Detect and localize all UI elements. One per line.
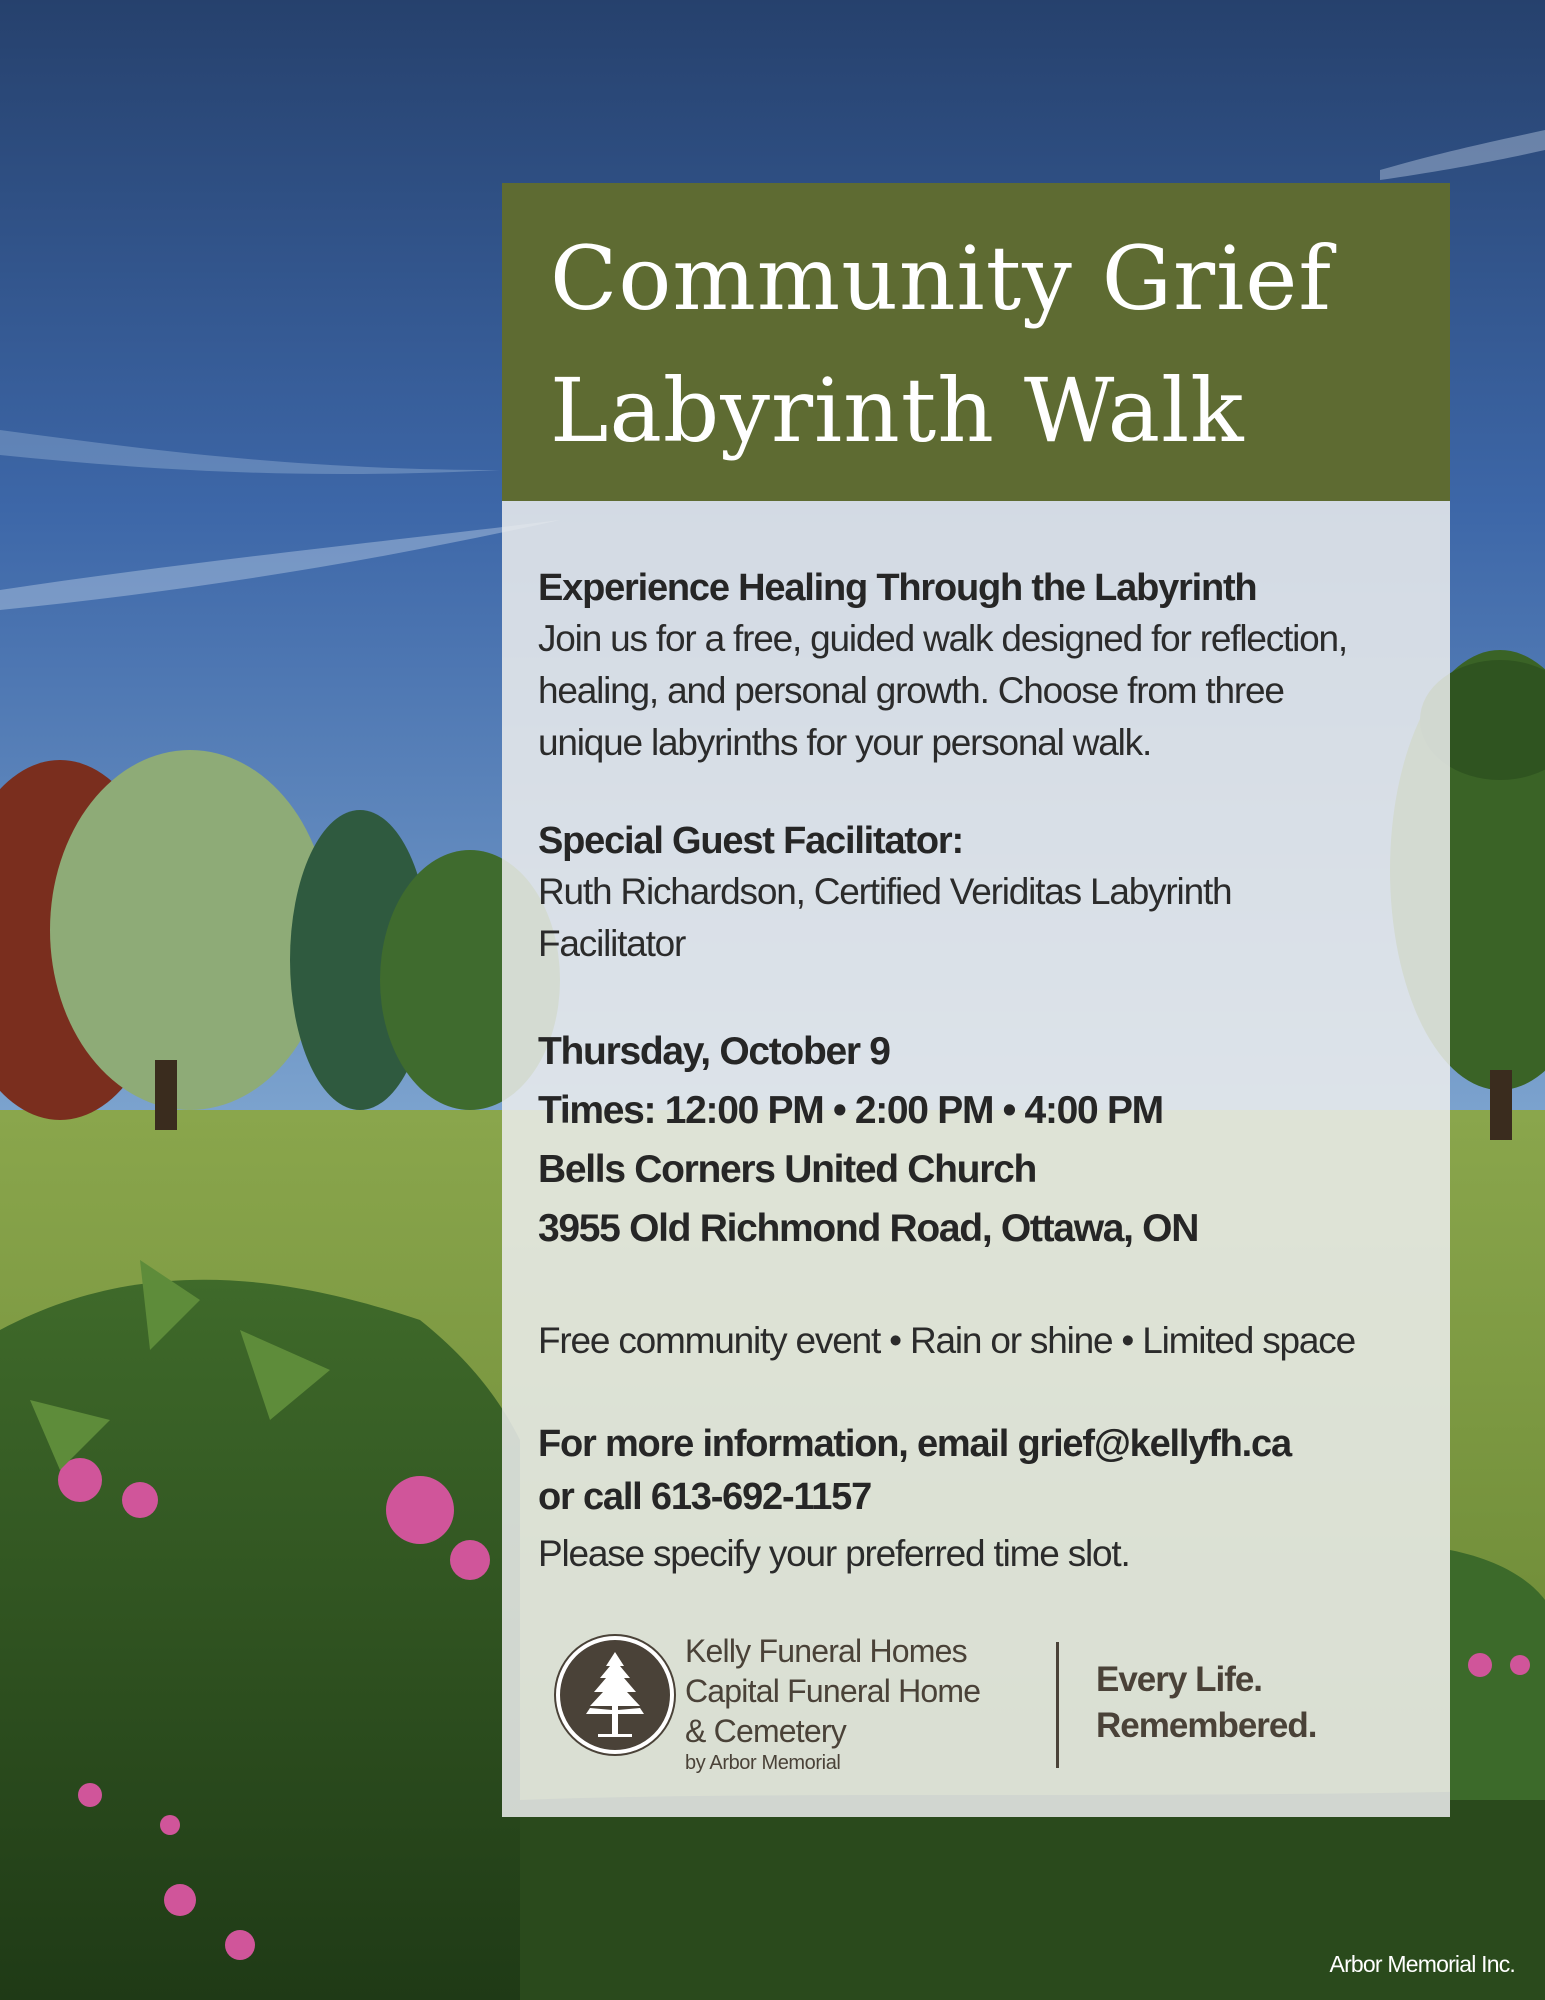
event-date: Thursday, October 9 — [538, 1030, 890, 1073]
intro-line-3: unique labyrinths for your personal walk. — [538, 722, 1152, 763]
tagline — [1096, 1657, 1316, 1749]
title-line-2: Labyrinth Walk — [550, 359, 1245, 462]
funeral-home-logo — [556, 1631, 1416, 1781]
facilitator-section — [538, 816, 1231, 970]
tagline-line-1: Every Life. — [1096, 1660, 1263, 1699]
event-notes: Free community event • Rain or shine • Limited space — [538, 1320, 1355, 1361]
event-info-panel — [502, 501, 1450, 1817]
facilitator-line-1: Ruth Richardson, Certified Veriditas Labyrinth — [538, 871, 1232, 912]
title-line-1: Community Grief — [550, 227, 1332, 330]
intro-heading: Experience Healing Through the Labyrinth — [538, 567, 1257, 609]
logo-line-4: by Arbor Memorial — [685, 1752, 841, 1774]
logo-line-3: & Cemetery — [685, 1713, 846, 1749]
logo-wordmark — [685, 1631, 980, 1775]
event-address: 3955 Old Richmond Road, Ottawa, ON — [538, 1207, 1199, 1250]
event-venue: Bells Corners United Church — [538, 1148, 1036, 1191]
intro-section — [538, 563, 1347, 769]
title-banner — [502, 183, 1450, 501]
contact-line-1: For more information, email grief@kellyfh.ca — [538, 1423, 1291, 1465]
contact-section — [538, 1418, 1291, 1584]
facilitator-line-2: Facilitator — [538, 923, 686, 964]
intro-line-1: Join us for a free, guided walk designed for reflection, — [538, 618, 1347, 659]
logo-line-1: Kelly Funeral Homes — [685, 1633, 967, 1669]
logo-divider — [1056, 1642, 1059, 1768]
contact-line-3: Please specify your preferred time slot. — [538, 1533, 1130, 1574]
tagline-line-2: Remembered. — [1096, 1706, 1317, 1745]
tree-icon — [556, 1636, 674, 1754]
intro-line-2: healing, and personal growth. Choose from three — [538, 670, 1284, 711]
logo-line-2: Capital Funeral Home — [685, 1673, 981, 1709]
contact-line-2: or call 613-692-1157 — [538, 1476, 872, 1518]
footer-credit: Arbor Memorial Inc. — [1329, 1951, 1515, 1977]
event-details — [538, 1022, 1198, 1258]
event-times: Times: 12:00 PM • 2:00 PM • 4:00 PM — [538, 1089, 1163, 1132]
facilitator-heading: Special Guest Facilitator: — [538, 820, 963, 862]
